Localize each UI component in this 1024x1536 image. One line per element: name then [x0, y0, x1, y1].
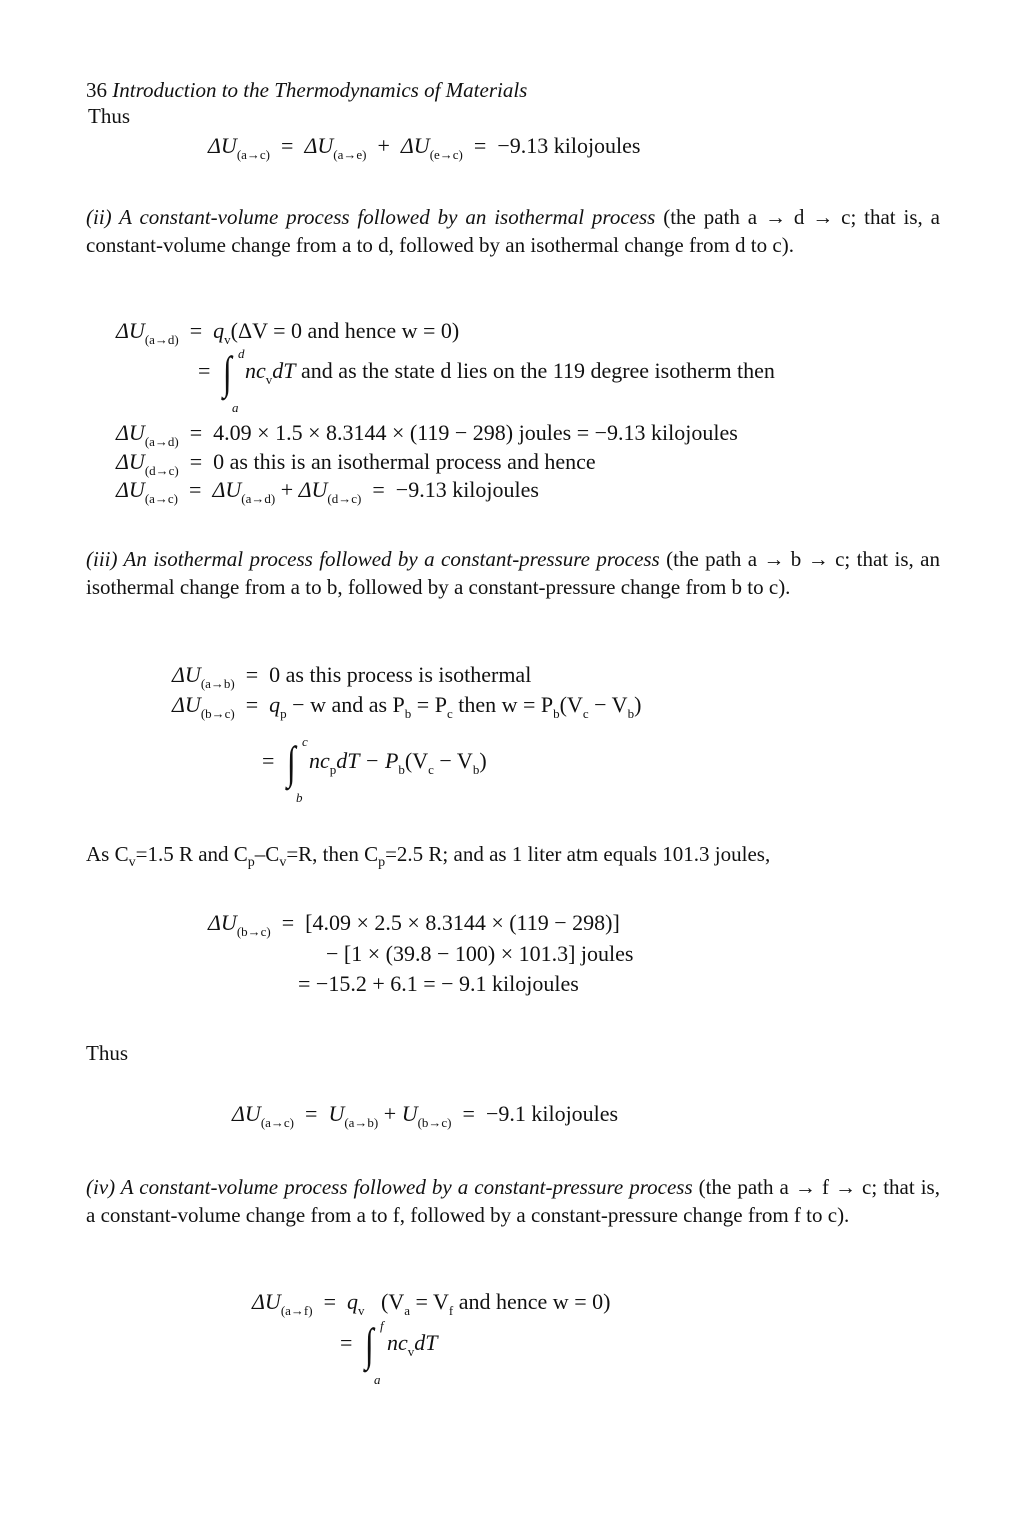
calc-line-2: − [1 × (39.8 − 100) × 101.3] joules — [326, 941, 634, 966]
section-iii-text: (the path a → b → c; that is, an isothermal change from a to b, followed by a constant-pressure change from b to c). — [86, 547, 940, 599]
book-title: Introduction to the Thermodynamics of Materials — [112, 78, 528, 102]
block-iii-line-3: = ∫ c b $nc_pdT - P_b(V_c - V_b)$ — [262, 734, 487, 805]
integral-sign: ∫ — [223, 347, 233, 398]
running-header — [86, 78, 527, 103]
block-ii-line-2: = ∫ d a $nc_vdT$ and as the state d lies on the 119 degree isotherm then — [198, 346, 775, 415]
section-ii-title: (ii) A constant-volume process followed by an isothermal process — [86, 205, 656, 229]
calc-line-1: $\Delta U_{(b\to c)} = [4.09 \times 2.5 \times 8.3144 \times (119 - 298)]$ — [208, 910, 620, 939]
thus-text-2: Thus — [86, 1041, 128, 1065]
page-number: 36 — [86, 78, 107, 102]
section-iv-paragraph — [86, 1173, 940, 1229]
thus-text: Thus — [88, 104, 130, 128]
calc-line-3: = −15.2 + 6.1 = − 9.1 kilojoules — [298, 971, 579, 996]
section-ii-paragraph — [86, 203, 940, 259]
block-ii-line-1: $\Delta U_{(a\to d)} = q_v(\Delta V = 0$ and hence w = 0) — [116, 318, 460, 347]
heat-capacity-relation: As $C_v=1.5$ R and $C_p-C_v=R$, then $C_p=2.5$ R; and as 1 liter atm equals 101.3 joules, — [86, 842, 771, 870]
block-iv-line-2: = ∫ f a $nc_vdT$ — [340, 1318, 438, 1387]
section-iii-paragraph — [86, 545, 940, 601]
equation-final-ac: $\Delta U_{(a\to c)} = U_{(a\to b)} + U_{(b\to c)} = -9.1$ kilojoules — [232, 1101, 619, 1130]
block-iv-line-1: $\Delta U_{(a\to f)} = q_v$ ($V_a = V_f$ and hence w = 0) — [252, 1289, 611, 1318]
block-ii-line-3: $\Delta U_{(a\to d)} = 4.09 \times 1.5 \times 8.3144 \times (119 - 298)$ joules = −9.13 kilojoules — [116, 420, 738, 449]
section-iii-title: (iii) An isothermal process followed by a constant-pressure process — [86, 547, 660, 571]
section-iv-text: (the path a → f → c; that is, a constant-volume change from a to f, followed by a constant-pressure change from f to c). — [86, 1175, 940, 1227]
block-ii-line-4: $\Delta U_{(d\to c)} = 0$ as this is an isothermal process and hence — [116, 449, 596, 478]
section-ii-text: (the path a → d → c; that is, a constant-volume change from a to d, followed by an isothermal change from d to c). — [86, 205, 940, 257]
integral-sign: ∫ — [287, 737, 297, 788]
equation-delta-u-ac: $\Delta U_{(a\to c)} = \Delta U_{(a\to e)} + \Delta U_{(e\to c)} = -9.13$ kilojoules — [208, 133, 641, 162]
block-ii-line-5: $\Delta U_{(a\to c)} = \Delta U_{(a\to d)} + \Delta U_{(d\to c)} = -9.13$ kilojoules — [116, 477, 539, 506]
block-iii-line-2: $\Delta U_{(b\to c)} = q_p - w$ and as $P_b = P_c$ then $w = P_b(V_c - V_b)$ — [172, 692, 642, 721]
integral-sign: ∫ — [365, 1319, 375, 1370]
section-iv-title: (iv) A constant-volume process followed by a constant-pressure process — [86, 1175, 693, 1199]
block-iii-line-1: $\Delta U_{(a\to b)} = 0$ as this process is isothermal — [172, 662, 532, 691]
